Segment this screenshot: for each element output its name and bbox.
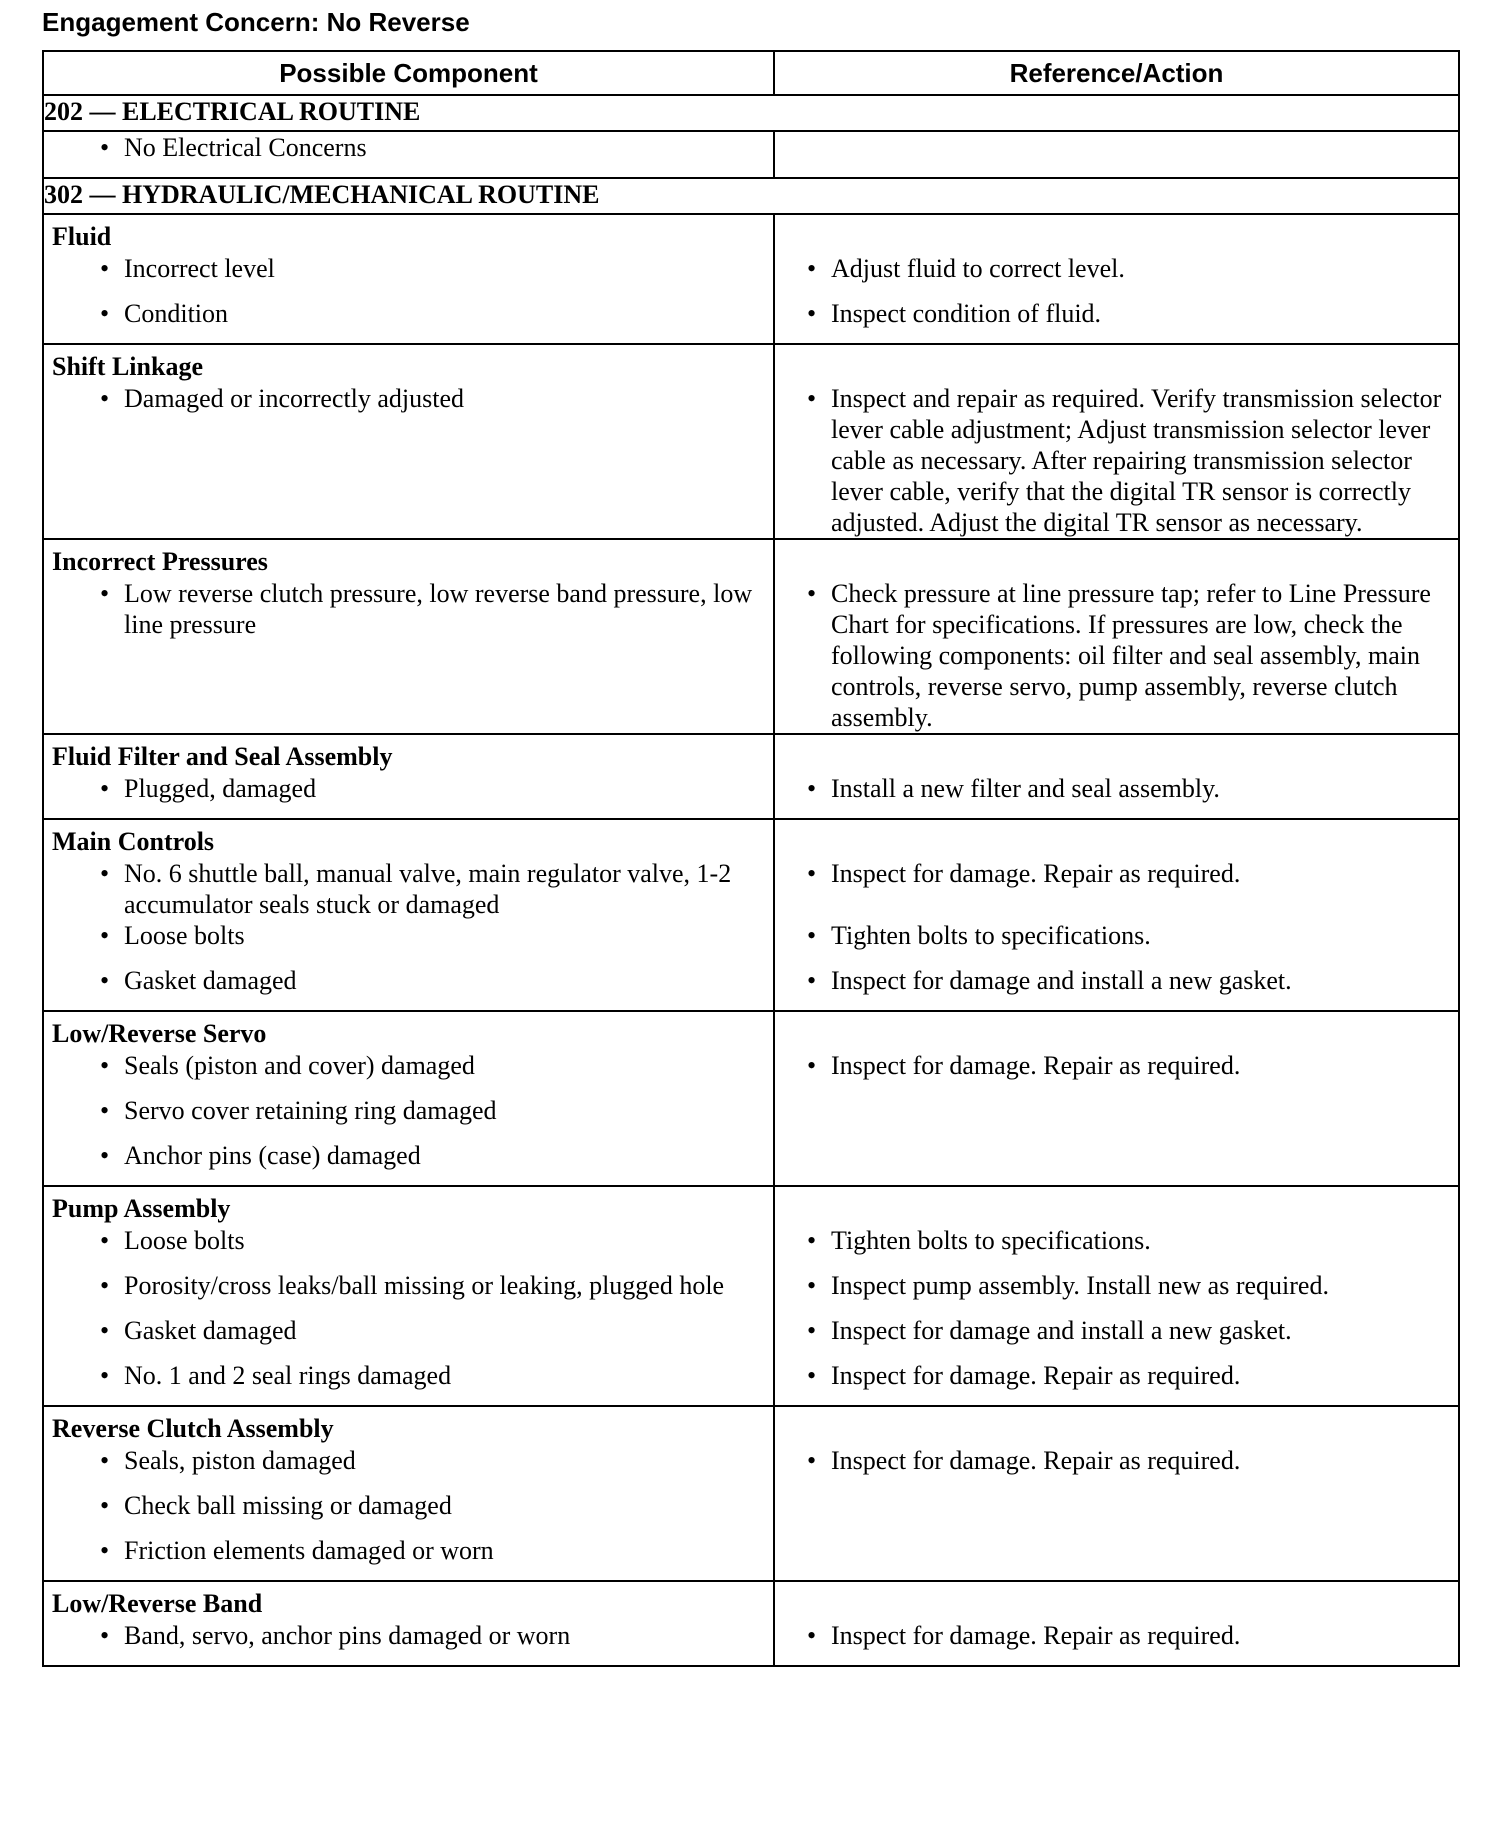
title-spacer <box>775 1187 1458 1225</box>
group-row <box>43 131 1459 178</box>
component-item: • Gasket damaged <box>44 965 773 1010</box>
component-cell <box>43 344 774 539</box>
routine-label: 302 — HYDRAULIC/MECHANICAL ROUTINE <box>43 178 1459 214</box>
component-item: • Porosity/cross leaks/ball missing or leaking, plugged hole <box>44 1270 773 1315</box>
action-cell <box>774 734 1459 819</box>
action-item: • Inspect for damage and install a new gasket. <box>775 1315 1458 1360</box>
title-spacer <box>775 1407 1458 1445</box>
group-row <box>43 1011 1459 1186</box>
component-column-header: Possible Component <box>43 51 774 95</box>
action-item: • Inspect condition of fluid. <box>775 298 1458 343</box>
routine-row <box>43 95 1459 131</box>
title-spacer <box>775 1582 1458 1620</box>
group-row <box>43 1186 1459 1406</box>
component-item: • Band, servo, anchor pins damaged or worn <box>44 1620 773 1665</box>
action-item: • Inspect for damage. Repair as required. <box>775 1445 1458 1490</box>
group-row <box>43 819 1459 1011</box>
action-cell <box>774 1011 1459 1186</box>
component-item: • Anchor pins (case) damaged <box>44 1140 773 1185</box>
group-row <box>43 1406 1459 1581</box>
action-cell <box>774 1186 1459 1406</box>
component-item: • Incorrect level <box>44 253 773 298</box>
action-cell <box>774 214 1459 344</box>
action-item: • Inspect and repair as required. Verify transmission selector lever cable adjustment; Adjust transmission selector lever cable as necessary. After repairing transmission selector lever cable, verify that the digital TR sensor is correctly adjusted. Adjust the digital TR sensor as necessary. <box>775 383 1458 538</box>
action-item: • Tighten bolts to specifications. <box>775 1225 1458 1270</box>
group-row <box>43 214 1459 344</box>
action-item: • Adjust fluid to correct level. <box>775 253 1458 298</box>
action-item: • Inspect pump assembly. Install new as required. <box>775 1270 1458 1315</box>
diagnostic-table <box>42 50 1460 1667</box>
component-cell <box>43 1011 774 1186</box>
component-item: • Plugged, damaged <box>44 773 773 818</box>
component-item: • Damaged or incorrectly adjusted <box>44 383 773 538</box>
component-item: • Gasket damaged <box>44 1315 773 1360</box>
action-column-header: Reference/Action <box>774 51 1459 95</box>
action-item: • Inspect for damage. Repair as required. <box>775 1360 1458 1405</box>
title-spacer <box>775 345 1458 383</box>
component-item: • Servo cover retaining ring damaged <box>44 1095 773 1140</box>
group-title: Low/Reverse Servo <box>52 1019 267 1048</box>
component-cell <box>43 131 774 178</box>
component-cell <box>43 734 774 819</box>
component-cell <box>43 539 774 734</box>
group-row <box>43 734 1459 819</box>
action-cell <box>774 819 1459 1011</box>
title-spacer <box>775 820 1458 858</box>
document-page <box>42 6 1458 1667</box>
action-cell <box>774 344 1459 539</box>
table-body <box>43 95 1459 1666</box>
action-item: • Inspect for damage. Repair as required. <box>775 1620 1458 1665</box>
action-item: • Inspect for damage. Repair as required. <box>775 858 1458 920</box>
page-title: Engagement Concern: No Reverse <box>42 7 470 37</box>
group-row <box>43 344 1459 539</box>
component-item: • No. 6 shuttle ball, manual valve, main regulator valve, 1-2 accumulator seals stuck or damaged <box>44 858 773 920</box>
action-item: • Install a new filter and seal assembly. <box>775 773 1458 818</box>
group-row <box>43 1581 1459 1666</box>
component-item: • Loose bolts <box>44 1225 773 1270</box>
component-item: • Seals, piston damaged <box>44 1445 773 1490</box>
component-item: • No. 1 and 2 seal rings damaged <box>44 1360 773 1405</box>
group-title: Main Controls <box>52 827 215 856</box>
action-item: • Check pressure at line pressure tap; refer to Line Pressure Chart for specifications. If pressures are low, check the following components: oil filter and seal assembly, main controls, reverse servo, pump assembly, reverse clutch assembly. <box>775 578 1458 733</box>
action-item: • Tighten bolts to specifications. <box>775 920 1458 965</box>
action-cell <box>774 1581 1459 1666</box>
group-title: Pump Assembly <box>52 1194 231 1223</box>
component-item: • Low reverse clutch pressure, low reverse band pressure, low line pressure <box>44 578 773 733</box>
group-row <box>43 539 1459 734</box>
header-row <box>43 51 1459 95</box>
title-spacer <box>775 540 1458 578</box>
action-cell <box>774 1406 1459 1581</box>
component-item: • Friction elements damaged or worn <box>44 1535 773 1580</box>
title-spacer <box>775 215 1458 253</box>
component-cell <box>43 1406 774 1581</box>
action-cell <box>774 131 1459 178</box>
component-cell <box>43 1581 774 1666</box>
component-cell <box>43 819 774 1011</box>
group-title: Fluid <box>52 222 112 251</box>
action-item: • Inspect for damage. Repair as required. <box>775 1050 1458 1095</box>
group-title: Shift Linkage <box>52 352 203 381</box>
component-item: • Seals (piston and cover) damaged <box>44 1050 773 1095</box>
routine-label: 202 — ELECTRICAL ROUTINE <box>43 95 1459 131</box>
component-item: • Check ball missing or damaged <box>44 1490 773 1535</box>
component-cell <box>43 214 774 344</box>
group-title: Incorrect Pressures <box>52 547 268 576</box>
action-cell <box>774 539 1459 734</box>
group-title: Low/Reverse Band <box>52 1589 263 1618</box>
component-item: • Condition <box>44 298 773 343</box>
action-item: • Inspect for damage and install a new gasket. <box>775 965 1458 1010</box>
routine-row <box>43 178 1459 214</box>
title-spacer <box>775 735 1458 773</box>
component-item: • No Electrical Concerns <box>44 132 773 177</box>
group-title: Fluid Filter and Seal Assembly <box>52 742 393 771</box>
title-spacer <box>775 1012 1458 1050</box>
component-item: • Loose bolts <box>44 920 773 965</box>
group-title: Reverse Clutch Assembly <box>52 1414 334 1443</box>
component-cell <box>43 1186 774 1406</box>
